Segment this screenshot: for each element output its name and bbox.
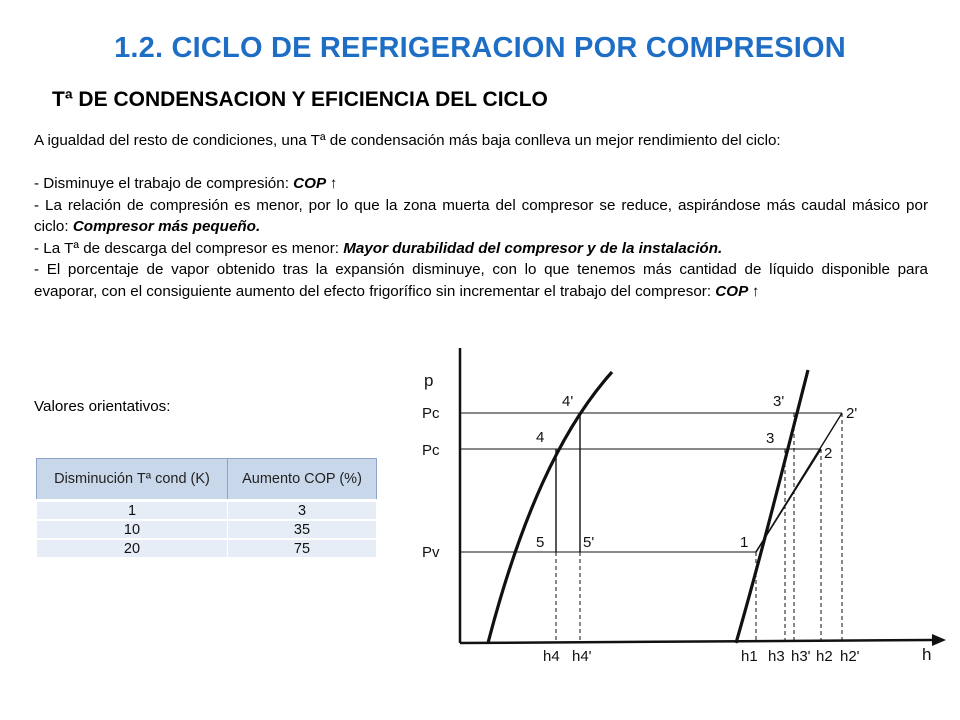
pressure-label: Pc [422, 405, 440, 422]
point-label: 3 [766, 430, 775, 447]
intro-paragraph: A igualdad del resto de condiciones, una Tª de condensación más baja conlleva un mejor rendimiento del ciclo: [34, 132, 781, 149]
bullet-text: - La relación de compresión es menor, por lo que la zona muerta del compresor se reduce, aspirándose más caudal másico por ciclo: [34, 196, 928, 235]
h-label: h4' [572, 648, 592, 665]
point-label: 3' [773, 393, 785, 410]
bullet-emphasis: Compresor más pequeño. [72, 218, 261, 235]
point-label: 2 [824, 445, 833, 462]
bullet-emphasis: COP ↑ [293, 175, 338, 192]
body-text [34, 130, 928, 302]
point-label: 5' [583, 534, 595, 551]
x-axis-arrow [932, 634, 946, 646]
pressure-label: Pc [422, 442, 440, 459]
bullet-text: - El porcentaje de vapor obtenido tras la expansión disminuye, con lo que tenemos más cantidad de líquido disponible para evaporar, con el consiguiente aumento del efecto frigorífico sin incrementar el trabajo del compresor: [34, 261, 928, 300]
x-axis [460, 640, 932, 643]
table-row [37, 501, 377, 521]
y-axis-label: p [424, 371, 434, 390]
table-row [37, 539, 377, 558]
h-label: h3' [791, 648, 811, 665]
h-label: h2 [816, 648, 833, 665]
bullet-compression-ratio [34, 195, 928, 238]
bullet-vapor-fraction [34, 259, 928, 302]
h-label: h2' [840, 648, 860, 665]
point-label: 5 [536, 534, 545, 551]
bullet-emphasis: COP ↑ [715, 282, 760, 300]
projection-lines [556, 413, 842, 643]
valores-label: Valores orientativos: [34, 398, 171, 415]
table-cell: 10 [37, 520, 228, 539]
bullet-cop [34, 173, 928, 195]
section-subtitle: Tª DE CONDENSACION Y EFICIENCIA DEL CICLO [52, 88, 548, 111]
table-cell: 3 [228, 501, 377, 521]
table-row [37, 520, 377, 539]
h-label: h3 [768, 648, 785, 665]
point-label: 4' [562, 393, 574, 410]
cop-table [36, 458, 377, 558]
table-header-cell: Aumento COP (%) [228, 459, 377, 501]
table-header-row [37, 459, 377, 501]
table-header-cell: Disminución Tª cond (K) [37, 459, 228, 501]
ph-diagram [380, 340, 960, 700]
h-label: h4 [543, 648, 560, 665]
table-cell: 35 [228, 520, 377, 539]
bullet-discharge-temp [34, 238, 928, 260]
bullet-emphasis: Mayor durabilidad del compresor y de la instalación. [343, 239, 723, 257]
pressure-label: Pv [422, 544, 440, 561]
table-cell: 20 [37, 539, 228, 558]
bullet-text: - La Tª de descarga del compresor es menor: [34, 239, 344, 257]
saturated-vapor-curve [736, 370, 808, 643]
bullet-text: - Disminuye el trabajo de compresión: [34, 175, 294, 192]
page-title: 1.2. CICLO DE REFRIGERACION POR COMPRESION [114, 32, 846, 64]
h-label: h1 [741, 648, 758, 665]
x-axis-label: h [922, 645, 932, 664]
point-label: 4 [536, 429, 545, 446]
point-label: 1 [740, 534, 749, 551]
point-label: 2' [846, 405, 858, 422]
table-cell: 75 [228, 539, 377, 558]
table-cell: 1 [37, 501, 228, 521]
